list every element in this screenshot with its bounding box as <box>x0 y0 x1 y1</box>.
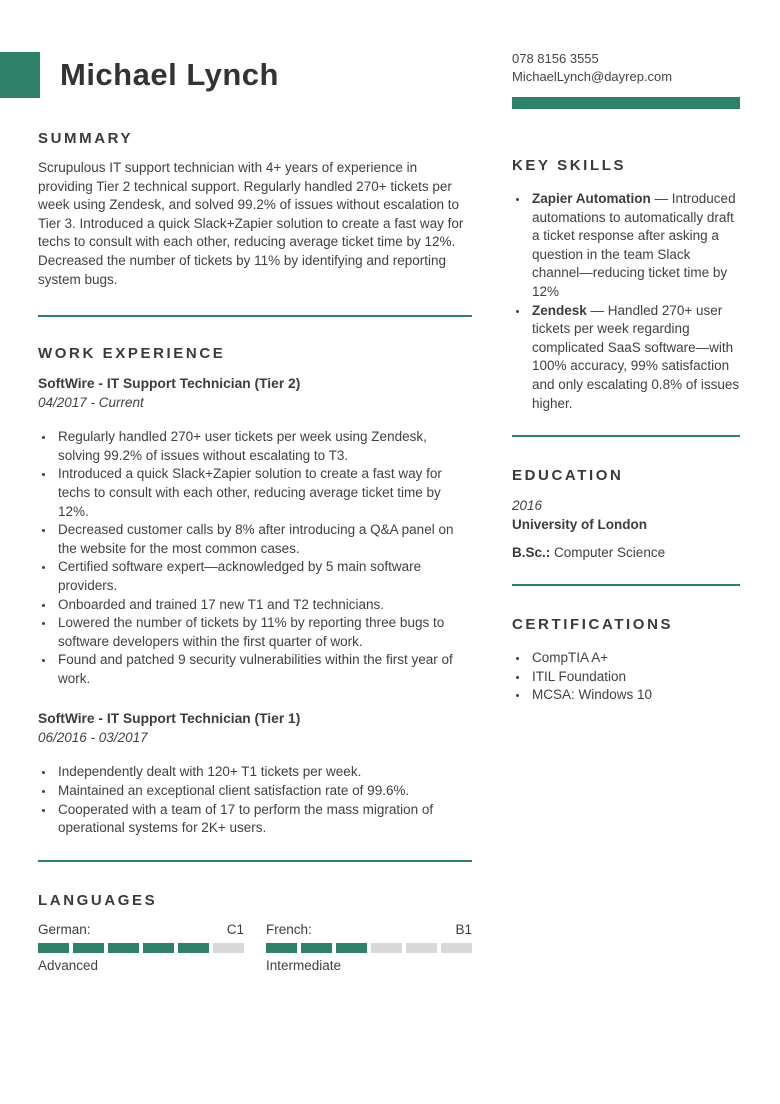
languages-title: LANGUAGES <box>38 891 158 909</box>
job-entry <box>38 375 472 688</box>
language-item-french <box>266 921 472 975</box>
language-header <box>266 921 472 939</box>
education-title: EDUCATION <box>512 467 624 485</box>
language-level-label: Intermediate <box>266 957 342 973</box>
job-bullet: • Lowered the number of tickets by 11% by reporting three bugs to software developers within the first quarter of work. <box>55 614 472 651</box>
language-proficiency-bar <box>266 943 472 953</box>
language-proficiency-bar <box>38 943 244 953</box>
language-level-code: C1 <box>226 921 244 937</box>
divider <box>512 435 740 437</box>
job-bullet-list <box>38 428 472 688</box>
email-address: MichaelLynch@dayrep.com <box>512 69 673 84</box>
divider <box>38 315 472 317</box>
certification-item: • MCSA: Windows 10 <box>529 686 740 705</box>
skill-description: — Handled 270+ user tickets per week regarding complicated SaaS software—with 100% accuracy, 99% satisfaction and only escalating 0.8% of issues higher. <box>532 302 740 411</box>
job-bullet: • Decreased customer calls by 8% after introducing a Q&A panel on the website for the most common cases. <box>55 521 472 558</box>
right-column <box>512 130 740 975</box>
education-year: 2016 <box>512 498 543 514</box>
job-bullet: • Cooperated with a team of 17 to perform the mass migration of operational systems for 2K+ users. <box>55 801 472 838</box>
job-bullet-list <box>38 763 472 837</box>
certification-item: • ITIL Foundation <box>529 668 740 687</box>
languages-section <box>38 892 472 975</box>
accent-square <box>0 52 40 98</box>
job-bullet: • Maintained an exceptional client satisfaction rate of 99.6%. <box>55 782 472 801</box>
job-entry <box>38 710 472 837</box>
header <box>38 0 740 109</box>
summary-section <box>38 130 472 289</box>
job-bullet: • Regularly handled 270+ user tickets per week using Zendesk, solving 99.2% of issues without escalating to T3. <box>55 428 472 465</box>
work-experience-title: WORK EXPERIENCE <box>38 345 226 363</box>
phone-number: 078 8156 3555 <box>512 51 599 66</box>
education-section <box>512 467 740 562</box>
language-name: German: <box>38 921 91 937</box>
education-degree <box>512 544 740 562</box>
certifications-section <box>512 616 740 705</box>
summary-text: Scrupulous IT support technician with 4+ years of experience in providing Tier 2 technical support. Regularly handled 270+ tickets per week using Zendesk, and solved 99.2% of issues without escalation to Tier 3. Introduced a quick Slack+Zapier solution to create a fast way for techs to consult with each other, reducing average ticket time by 12%. Decreased the number of tickets by 11% by identifying and reporting system bugs. <box>38 160 464 287</box>
language-level-code: B1 <box>455 921 472 937</box>
job-bullet: • Found and patched 9 security vulnerabilities within the first year of work. <box>55 651 472 688</box>
key-skills-list <box>512 190 740 413</box>
certifications-list <box>512 649 740 705</box>
languages-list <box>38 921 472 975</box>
main-columns <box>38 130 740 975</box>
key-skills-title: KEY SKILLS <box>512 157 627 174</box>
job-bullet: • Independently dealt with 120+ T1 tickets per week. <box>55 763 472 782</box>
language-header <box>38 921 244 939</box>
degree-label: B.Sc.: <box>512 545 551 561</box>
skill-description: — Introduced automations to automatically draft a ticket response after asking a question in the team Slack channel—reducing ticket time by 12% <box>532 191 736 299</box>
job-dates: 06/2016 - 03/2017 <box>38 730 148 746</box>
job-bullet: • Certified software expert—acknowledged by 5 main software providers. <box>55 558 472 595</box>
job-title: SoftWire - IT Support Technician (Tier 2) <box>38 376 301 392</box>
job-bullet: • Onboarded and trained 17 new T1 and T2 technicians. <box>55 596 472 615</box>
job-bullet: • Introduced a quick Slack+Zapier solution to create a fast way for techs to consult with each other, reducing average ticket time by 12%. <box>55 465 472 521</box>
job-dates: 04/2017 - Current <box>38 395 144 411</box>
certifications-title: CERTIFICATIONS <box>512 616 674 634</box>
key-skills-section <box>512 157 740 413</box>
divider <box>512 584 740 586</box>
contact-info <box>512 50 740 109</box>
job-title: SoftWire - IT Support Technician (Tier 1) <box>38 711 301 727</box>
language-name: French: <box>266 921 312 937</box>
divider <box>38 860 472 862</box>
summary-title: SUMMARY <box>38 130 134 147</box>
key-skill-item <box>529 302 740 414</box>
left-column <box>38 130 472 975</box>
skill-name: Zendesk <box>532 302 587 318</box>
education-school: University of London <box>512 517 647 533</box>
language-item-german <box>38 921 244 975</box>
key-skill-item <box>529 190 740 302</box>
work-experience-section <box>38 345 472 838</box>
skill-name: Zapier Automation <box>532 191 651 206</box>
certification-item: • CompTIA A+ <box>529 649 740 668</box>
person-name: Michael Lynch <box>60 57 279 92</box>
language-level-label: Advanced <box>38 957 99 973</box>
accent-bar <box>512 97 740 109</box>
degree-field: Computer Science <box>554 545 666 561</box>
